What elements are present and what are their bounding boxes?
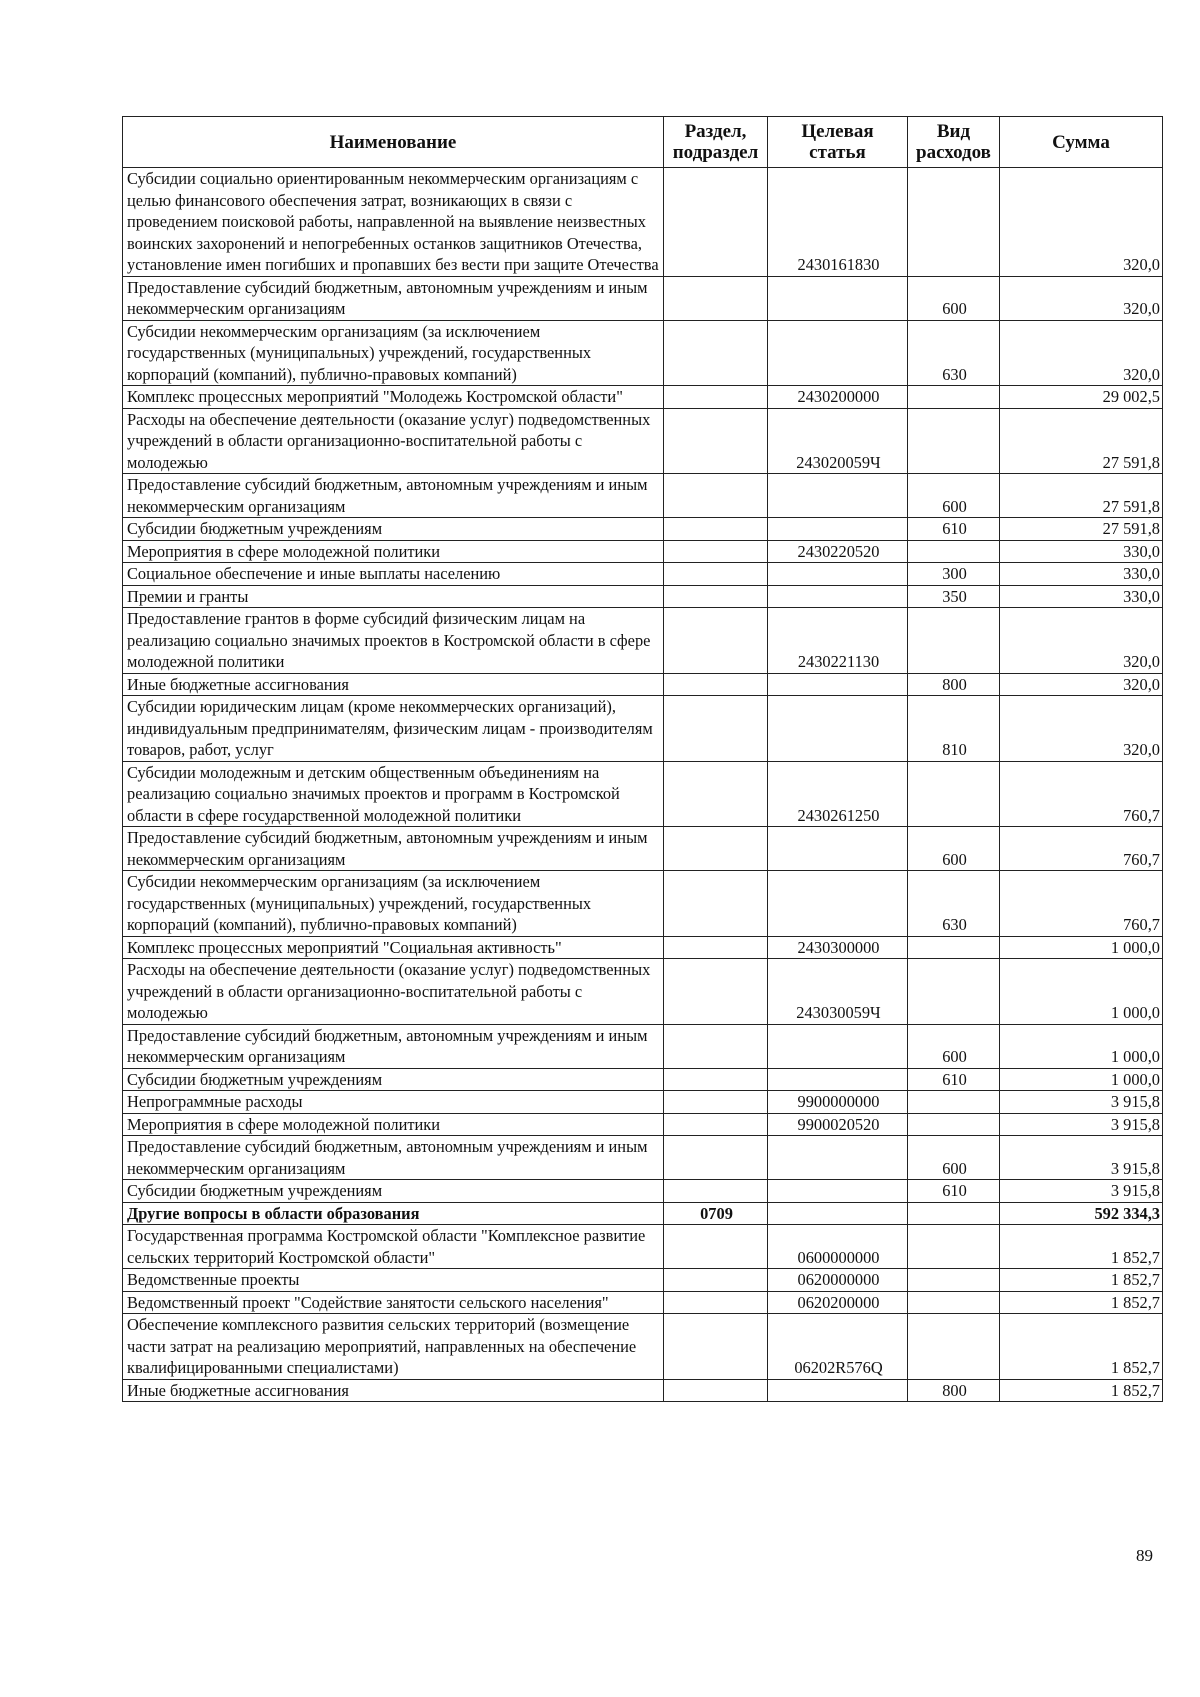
header-row [123,117,1163,168]
cell-section [664,1291,768,1314]
table-row [123,276,1163,320]
cell-target [768,1136,908,1180]
table-row [123,563,1163,586]
cell-sum: 3 915,8 [1000,1113,1163,1136]
cell-name: Субсидии молодежным и детским общественным объединениям на реализацию социально значимых проектов и программ в Костромской области в сфере государственной молодежной политики [123,761,664,827]
cell-target [768,1202,908,1225]
cell-name: Субсидии юридическим лицам (кроме некоммерческих организаций), индивидуальным предпринимателям, физическим лицам - производителям товаров, работ, услуг [123,696,664,762]
table-row [123,871,1163,937]
header-type [908,117,1000,168]
cell-name: Расходы на обеспечение деятельности (оказание услуг) подведомственных учреждений в области организационно-воспитательной работы с молодежью [123,959,664,1025]
cell-sum: 320,0 [1000,696,1163,762]
header-target [768,117,908,168]
table-row [123,1113,1163,1136]
cell-type [908,1291,1000,1314]
cell-target [768,1379,908,1402]
cell-sum: 1 000,0 [1000,959,1163,1025]
cell-type [908,386,1000,409]
cell-sum: 320,0 [1000,168,1163,277]
table-row [123,540,1163,563]
cell-section [664,936,768,959]
cell-section [664,871,768,937]
table-row [123,696,1163,762]
cell-type [908,1225,1000,1269]
cell-target: 2430300000 [768,936,908,959]
cell-type [908,1314,1000,1380]
cell-name: Непрограммные расходы [123,1091,664,1114]
cell-type [908,1091,1000,1114]
cell-name: Комплекс процессных мероприятий "Социальная активность" [123,936,664,959]
cell-name: Предоставление субсидий бюджетным, автономным учреждениям и иным некоммерческим организациям [123,1136,664,1180]
cell-target: 0600000000 [768,1225,908,1269]
cell-section [664,959,768,1025]
cell-type [908,408,1000,474]
cell-type [908,1269,1000,1292]
cell-name: Субсидии бюджетным учреждениям [123,1068,664,1091]
cell-target [768,563,908,586]
cell-name: Субсидии бюджетным учреждениям [123,1180,664,1203]
cell-sum: 29 002,5 [1000,386,1163,409]
cell-name: Предоставление грантов в форме субсидий физическим лицам на реализацию социально значимых проектов в Костромской области в сфере молодежной политики [123,608,664,674]
cell-sum: 320,0 [1000,276,1163,320]
cell-section [664,1091,768,1114]
table-row [123,1314,1163,1380]
cell-section [664,1113,768,1136]
cell-name: Иные бюджетные ассигнования [123,1379,664,1402]
cell-type: 810 [908,696,1000,762]
header-target-line1: Целевая [801,121,874,142]
cell-name: Премии и гранты [123,585,664,608]
cell-target [768,320,908,386]
cell-sum: 1 852,7 [1000,1291,1163,1314]
cell-target: 2430220520 [768,540,908,563]
cell-section [664,563,768,586]
cell-type: 600 [908,827,1000,871]
cell-name: Иные бюджетные ассигнования [123,673,664,696]
cell-target [768,827,908,871]
header-section-line2: подраздел [672,142,759,163]
cell-sum: 330,0 [1000,563,1163,586]
header-section-line1: Раздел, [684,121,747,142]
cell-type: 630 [908,320,1000,386]
table-row [123,1379,1163,1402]
cell-target: 06202R576Q [768,1314,908,1380]
table-row [123,1225,1163,1269]
cell-sum: 760,7 [1000,761,1163,827]
cell-name: Комплекс процессных мероприятий "Молодежь Костромской области" [123,386,664,409]
cell-name: Обеспечение комплексного развития сельских территорий (возмещение части затрат на реализацию мероприятий, направленных на обеспечение квалифицированными специалистами) [123,1314,664,1380]
table-row [123,474,1163,518]
cell-target: 0620200000 [768,1291,908,1314]
cell-type: 610 [908,1180,1000,1203]
cell-section [664,761,768,827]
cell-target [768,585,908,608]
cell-target: 0620000000 [768,1269,908,1292]
cell-target: 243020059Ч [768,408,908,474]
table-row [123,608,1163,674]
page-number: 89 [1136,1546,1153,1565]
header-name: Наименование [123,117,664,168]
cell-section: 0709 [664,1202,768,1225]
cell-sum: 3 915,8 [1000,1180,1163,1203]
cell-name: Другие вопросы в области образования [123,1202,664,1225]
cell-target: 2430261250 [768,761,908,827]
cell-target [768,673,908,696]
table-row [123,408,1163,474]
cell-type [908,1202,1000,1225]
cell-section [664,827,768,871]
cell-section [664,386,768,409]
table-row [123,827,1163,871]
cell-name: Субсидии некоммерческим организациям (за исключением государственных (муниципальных) учреждений, государственных корпораций (компаний), публично-правовых компаний) [123,320,664,386]
table-row [123,320,1163,386]
cell-section [664,1180,768,1203]
cell-type: 800 [908,673,1000,696]
cell-type [908,540,1000,563]
cell-target [768,1180,908,1203]
table-row [123,1180,1163,1203]
cell-sum: 320,0 [1000,320,1163,386]
cell-type [908,1113,1000,1136]
header-target-line2: статья [809,142,866,163]
cell-type: 350 [908,585,1000,608]
cell-target [768,696,908,762]
cell-type: 300 [908,563,1000,586]
table-body [123,168,1163,1402]
cell-target: 9900020520 [768,1113,908,1136]
cell-section [664,1136,768,1180]
table-row [123,761,1163,827]
cell-section [664,585,768,608]
cell-sum: 1 852,7 [1000,1269,1163,1292]
cell-type: 600 [908,276,1000,320]
table-row [123,168,1163,277]
cell-sum: 592 334,3 [1000,1202,1163,1225]
cell-section [664,1379,768,1402]
cell-section [664,1314,768,1380]
table-row [123,1291,1163,1314]
table-row [123,959,1163,1025]
cell-sum: 1 000,0 [1000,936,1163,959]
cell-sum: 1 852,7 [1000,1225,1163,1269]
header-sum: Сумма [1000,117,1163,168]
cell-name: Мероприятия в сфере молодежной политики [123,1113,664,1136]
cell-name: Ведомственный проект "Содействие занятости сельского населения" [123,1291,664,1314]
cell-type: 630 [908,871,1000,937]
cell-section [664,696,768,762]
cell-name: Государственная программа Костромской области "Комплексное развитие сельских территорий Костромской области" [123,1225,664,1269]
cell-type [908,761,1000,827]
cell-name: Предоставление субсидий бюджетным, автономным учреждениям и иным некоммерческим организациям [123,276,664,320]
cell-sum: 320,0 [1000,608,1163,674]
header-type-line1: Вид [936,121,971,142]
cell-section [664,1269,768,1292]
cell-sum: 1 852,7 [1000,1314,1163,1380]
cell-section [664,168,768,277]
table-row [123,1024,1163,1068]
cell-name: Предоставление субсидий бюджетным, автономным учреждениям и иным некоммерческим организациям [123,827,664,871]
cell-target [768,871,908,937]
cell-target: 2430221130 [768,608,908,674]
cell-sum: 27 591,8 [1000,518,1163,541]
cell-target [768,1024,908,1068]
cell-type: 600 [908,1024,1000,1068]
cell-type: 610 [908,1068,1000,1091]
table-row [123,1091,1163,1114]
cell-sum: 320,0 [1000,673,1163,696]
cell-name: Мероприятия в сфере молодежной политики [123,540,664,563]
cell-type [908,608,1000,674]
cell-sum: 760,7 [1000,827,1163,871]
cell-sum: 3 915,8 [1000,1136,1163,1180]
cell-name: Предоставление субсидий бюджетным, автономным учреждениям и иным некоммерческим организациям [123,474,664,518]
cell-sum: 27 591,8 [1000,474,1163,518]
cell-section [664,608,768,674]
table-row [123,936,1163,959]
cell-target [768,1068,908,1091]
cell-type [908,936,1000,959]
budget-table [122,116,1163,1402]
cell-sum: 27 591,8 [1000,408,1163,474]
cell-type: 600 [908,474,1000,518]
cell-name: Ведомственные проекты [123,1269,664,1292]
cell-target [768,518,908,541]
cell-section [664,518,768,541]
cell-name: Субсидии некоммерческим организациям (за исключением государственных (муниципальных) учреждений, государственных корпораций (компаний), публично-правовых компаний) [123,871,664,937]
cell-target: 2430161830 [768,168,908,277]
cell-name: Расходы на обеспечение деятельности (оказание услуг) подведомственных учреждений в области организационно-воспитательной работы с молодежью [123,408,664,474]
cell-type [908,168,1000,277]
cell-section [664,673,768,696]
cell-target: 2430200000 [768,386,908,409]
table-row [123,673,1163,696]
cell-name: Субсидии бюджетным учреждениям [123,518,664,541]
cell-type: 610 [908,518,1000,541]
cell-section [664,276,768,320]
cell-section [664,1068,768,1091]
cell-section [664,1225,768,1269]
cell-target: 243030059Ч [768,959,908,1025]
cell-type [908,959,1000,1025]
table-row [123,1269,1163,1292]
cell-sum: 1 000,0 [1000,1068,1163,1091]
table-row [123,1136,1163,1180]
table-row [123,386,1163,409]
table-row [123,518,1163,541]
cell-section [664,408,768,474]
header-type-line2: расходов [916,142,991,163]
cell-name: Субсидии социально ориентированным некоммерческим организациям с целью финансового обеспечения затрат, возникающих в связи с проведением поисковой работы, направленной на выявление неизвестных воинских захоронений и непогребенных останков защитников Отечества, установление имен погибших и пропавших без вести при защите Отечества [123,168,664,277]
cell-sum: 330,0 [1000,585,1163,608]
cell-sum: 1 000,0 [1000,1024,1163,1068]
cell-sum: 3 915,8 [1000,1091,1163,1114]
cell-section [664,320,768,386]
cell-sum: 330,0 [1000,540,1163,563]
cell-sum: 1 852,7 [1000,1379,1163,1402]
cell-section [664,1024,768,1068]
cell-type: 600 [908,1136,1000,1180]
cell-target: 9900000000 [768,1091,908,1114]
cell-name: Предоставление субсидий бюджетным, автономным учреждениям и иным некоммерческим организациям [123,1024,664,1068]
cell-section [664,474,768,518]
cell-name: Социальное обеспечение и иные выплаты населению [123,563,664,586]
header-section [664,117,768,168]
cell-type: 800 [908,1379,1000,1402]
table-row [123,1068,1163,1091]
cell-sum: 760,7 [1000,871,1163,937]
cell-target [768,276,908,320]
cell-section [664,540,768,563]
table-row [123,585,1163,608]
cell-target [768,474,908,518]
table-row [123,1202,1163,1225]
